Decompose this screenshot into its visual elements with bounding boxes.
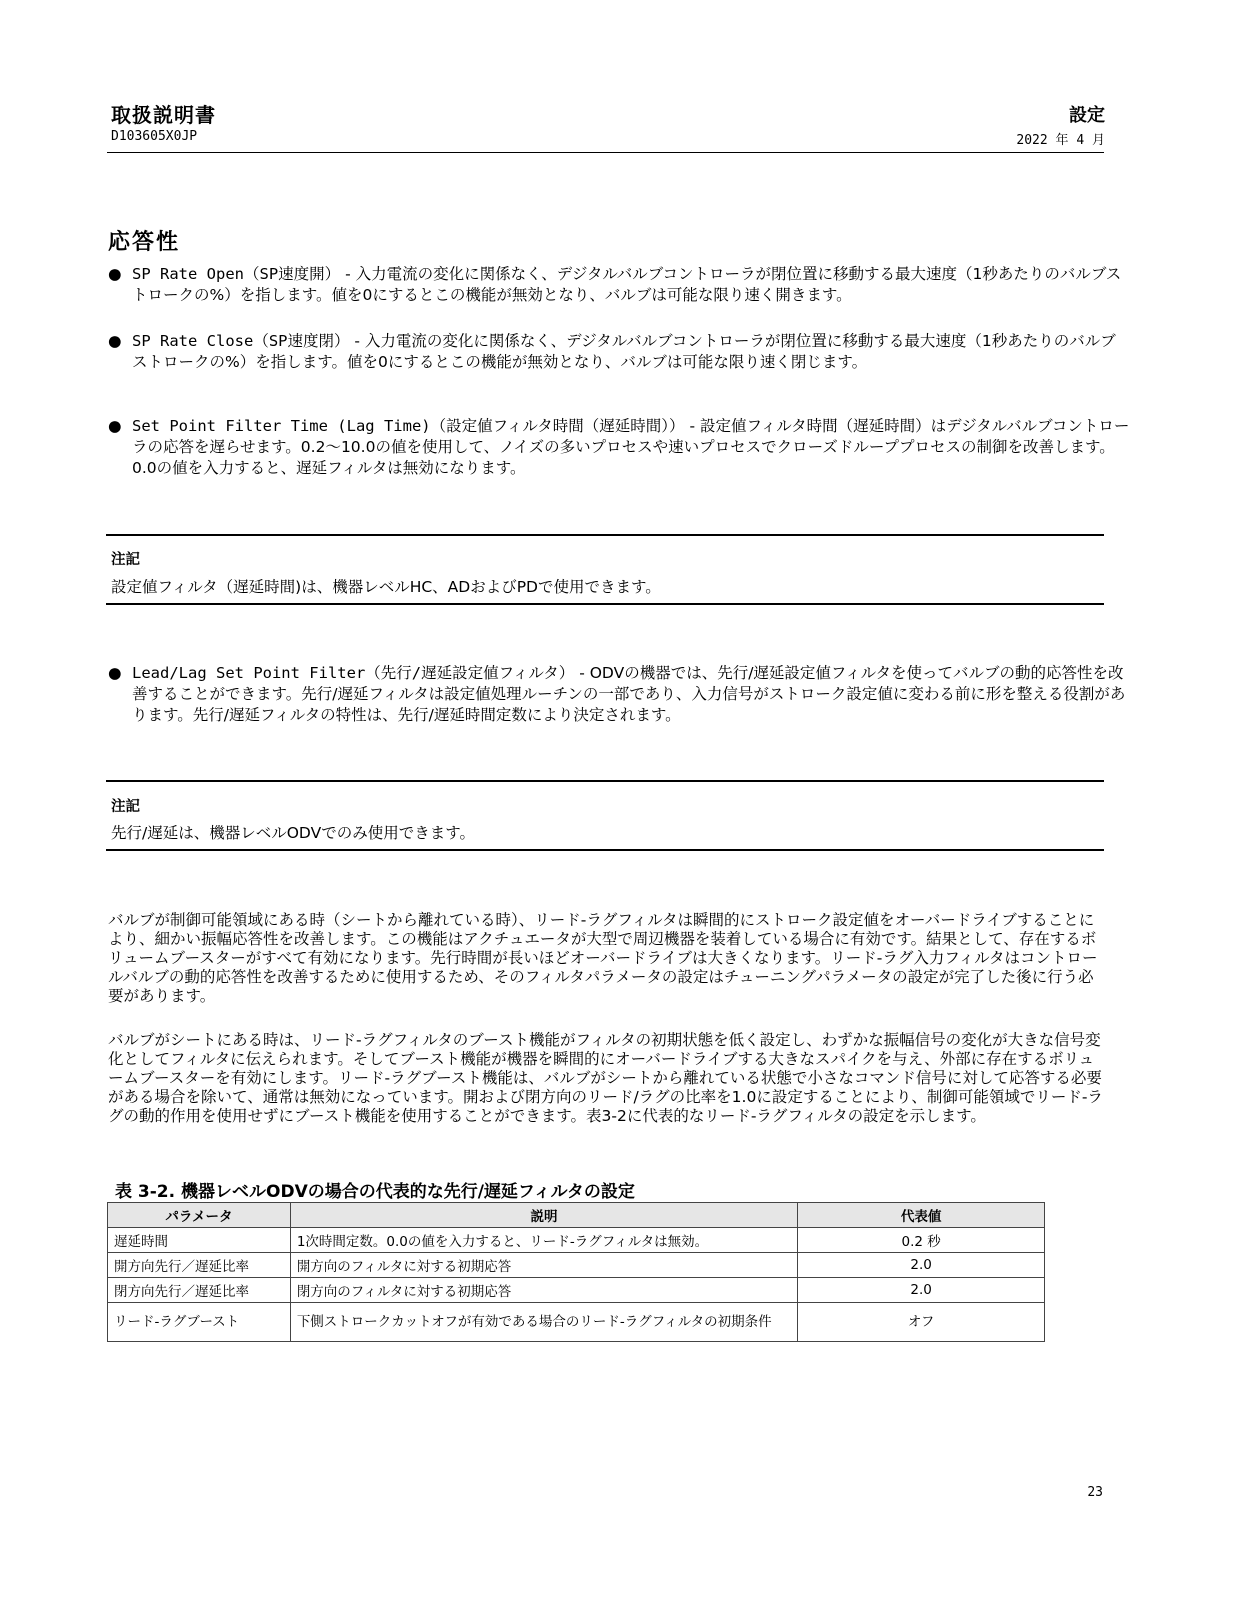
table-row [108, 1278, 1045, 1303]
table-cell-description: 下側ストロークカットオフが有効である場合のリード-ラグフィルタの初期条件 [290, 1303, 797, 1342]
bullet-lead-lag-filter [108, 663, 1130, 726]
table-cell-value: 2.0 [798, 1253, 1045, 1278]
document-title: 取扱説明書 [111, 103, 216, 127]
table-header-row [108, 1203, 1045, 1228]
page-number: 23 [1087, 1485, 1103, 1500]
bullet-term: Lead/Lag Set Point Filter（先行/遅延設定値フィルタ） [132, 664, 575, 682]
table-row [108, 1228, 1045, 1253]
table-cell-description: 閉方向のフィルタに対する初期応答 [290, 1278, 797, 1303]
filter-settings-table [107, 1202, 1045, 1342]
section-label: 設定 [1069, 105, 1105, 126]
bullet-text: - ODVの機器では、先行/遅延設定値フィルタを使ってバルブの動的応答性を改善することができます。先行/遅延フィルタは設定値処理ルーチンの一部であり、入力信号がストローク設定値に変わる前に形を整える役割があります。先行/遅延フィルタの特性は、先行/遅延時間定数により決定されます。 [132, 664, 1126, 724]
bullet-text: - 設定値フィルタ時間（遅延時間）はデジタルバルブコントローラの応答を遅らせます。0.2～10.0の値を使用して、ノイズの多いプロセスや速いプロセスでクローズドループプロセスの制御を改善します。0.0の値を入力すると、遅延フィルタは無効になります。 [132, 417, 1130, 477]
note-bottom-rule [106, 603, 1104, 605]
table-cell-parameter: リード-ラグブースト [108, 1303, 291, 1342]
bullet-dot-icon: ● [108, 332, 122, 350]
note-top-rule [106, 534, 1104, 536]
bullet-text: - 入力電流の変化に関係なく、デジタルバルブコントローラが閉位置に移動する最大速度（1秒あたりのバルブストロークの%）を指します。値を0にするとこの機能が無効となり、バルブは可能な限り速く閉じます。 [132, 332, 1116, 371]
column-header-typical-value: 代表値 [798, 1203, 1045, 1228]
bullet-sp-rate-open [108, 264, 1130, 306]
table-cell-parameter: 遅延時間 [108, 1228, 291, 1253]
note-label: 注記 [111, 799, 140, 815]
table-cell-parameter: 閉方向先行／遅延比率 [108, 1278, 291, 1303]
bullet-dot-icon: ● [108, 664, 122, 682]
column-header-description: 説明 [290, 1203, 797, 1228]
bullet-dot-icon: ● [108, 265, 122, 283]
table-cell-value: 2.0 [798, 1278, 1045, 1303]
note-bottom-rule [106, 849, 1104, 851]
bullet-term: SP Rate Open（SP速度開） [132, 265, 341, 283]
bullet-dot-icon: ● [108, 417, 122, 435]
column-header-parameter: パラメータ [108, 1203, 291, 1228]
table-cell-description: 開方向のフィルタに対する初期応答 [290, 1253, 797, 1278]
header-divider [107, 152, 1104, 153]
document-date: 2022 年 4 月 [1016, 133, 1105, 148]
table-cell-value: 0.2 秒 [798, 1228, 1045, 1253]
body-paragraph: バルブがシートにある時は、リード-ラグフィルタのブースト機能がフィルタの初期状態を低く設定し、わずかな振幅信号の変化が大きな信号変化としてフィルタに伝えられます。そしてブースト機能が機器を瞬間的にオーバードライブする大きなスパイクを与え、外部に存在するボリュームブースターを有効にします。リード-ラグブースト機能は、バルブがシートから離れている状態で小さなコマンド信号に対して応答する必要がある場合を除いて、通常は無効になっています。開および閉方向のリード/ラグの比率を1.0に設定することにより、制御可能領域でリード-ラグの動的作用を使用せずにブースト機能を使用することができます。表3-2に代表的なリード-ラグフィルタの設定を示します。 [108, 1031, 1103, 1125]
bullet-text: - 入力電流の変化に関係なく、デジタルバルブコントローラが閉位置に移動する最大速度（1秒あたりのバルブストロークの%）を指します。値を0にするとこの機能が無効となり、バルブは可能な限り速く開きます。 [132, 265, 1122, 304]
note-text: 先行/遅延は、機器レベルODVでのみ使用できます。 [111, 824, 475, 842]
table-cell-value: オフ [798, 1303, 1045, 1342]
bullet-set-point-filter-time [108, 416, 1130, 479]
table-row [108, 1253, 1045, 1278]
note-top-rule [106, 780, 1104, 782]
table-caption: 表 3-2. 機器レベルODVの場合の代表的な先行/遅延フィルタの設定 [115, 1182, 635, 1202]
table-cell-description: 1次時間定数。0.0の値を入力すると、リード-ラグフィルタは無効。 [290, 1228, 797, 1253]
note-text: 設定値フィルタ（遅延時間)は、機器レベルHC、ADおよびPDで使用できます。 [111, 578, 661, 596]
bullet-sp-rate-close [108, 331, 1130, 373]
table-cell-parameter: 開方向先行／遅延比率 [108, 1253, 291, 1278]
table-row [108, 1303, 1045, 1342]
bullet-term: Set Point Filter Time (Lag Time)（設定値フィルタ時間（遅延時間）） [132, 417, 685, 435]
section-heading: 応答性 [108, 230, 181, 255]
document-code: D103605X0JP [111, 129, 198, 144]
body-paragraph: バルブが制御可能領域にある時（シートから離れている時）、リード-ラグフィルタは瞬間的にストローク設定値をオーバードライブすることにより、細かい振幅応答性を改善します。この機能はアクチュエータが大型で周辺機器を装着している場合に有効です。結果として、存在するボリュームブースターがすべて有効になります。先行時間が長いほどオーバードライブは大きくなります。リード-ラグ入力フィルタはコントロールバルブの動的応答性を改善するために使用するため、そのフィルタパラメータの設定はチューニングパラメータの設定が完了した後に行う必要があります。 [108, 911, 1098, 1005]
note-label: 注記 [111, 552, 140, 568]
bullet-term: SP Rate Close（SP速度閉） [132, 332, 350, 350]
